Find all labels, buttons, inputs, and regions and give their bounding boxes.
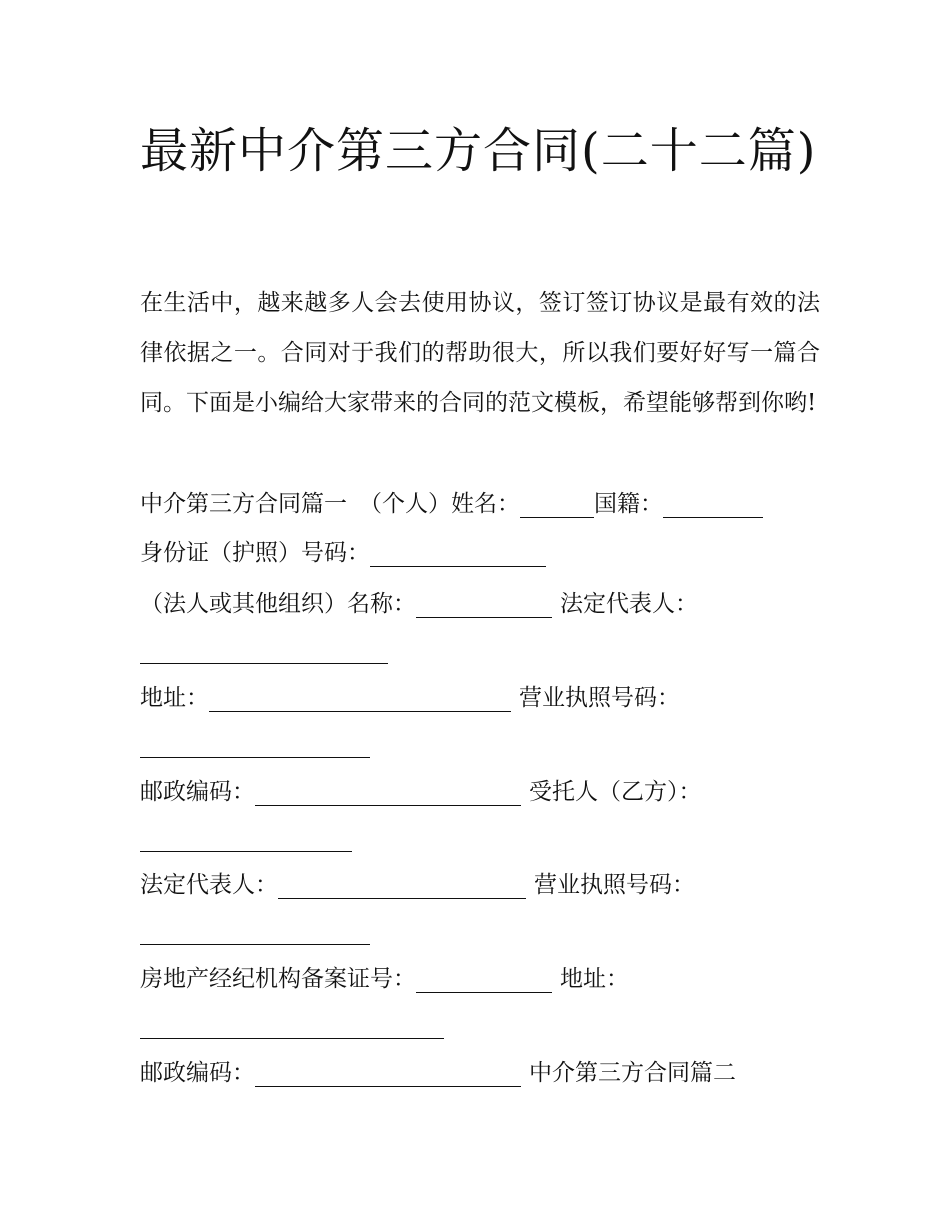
individual-name-label: （个人）姓名：: [359, 491, 520, 517]
id-number-blank: [370, 538, 546, 567]
license-label: 营业执照号码：: [519, 685, 680, 711]
address2-blank: [140, 1010, 444, 1039]
address-label: 地址：: [140, 685, 209, 711]
id-number-label: 身份证（护照）号码：: [140, 540, 370, 566]
legal-rep-blank-line: [140, 630, 840, 670]
postal2-blank: [255, 1058, 521, 1087]
legal-rep2-label: 法定代表人：: [140, 872, 278, 898]
party-a-line: [140, 484, 840, 524]
address2-blank-line: [140, 1005, 840, 1045]
postal2-line: [140, 1053, 840, 1093]
address-line: [140, 678, 840, 718]
trustee-blank-line: [140, 818, 840, 858]
legal-rep2-blank: [278, 870, 526, 899]
postal-label: 邮政编码：: [140, 779, 255, 805]
license-blank: [140, 729, 370, 758]
postal-line: [140, 772, 840, 812]
legal-rep-blank: [140, 635, 388, 664]
document-title: 最新中介第三方合同(二十二篇): [140, 123, 817, 179]
section-2-heading: 中介第三方合同篇二: [529, 1060, 736, 1086]
license-blank-line: [140, 724, 840, 764]
nationality-blank: [663, 489, 763, 518]
address-blank: [209, 683, 511, 712]
postal-blank: [255, 777, 521, 806]
org-name-line: [140, 584, 840, 624]
name-blank: [520, 489, 594, 518]
address2-label: 地址：: [560, 966, 629, 992]
nationality-label: 国籍：: [594, 491, 663, 517]
trustee-label: 受托人（乙方）：: [529, 779, 702, 805]
section-1-heading: 中介第三方合同篇一: [140, 491, 347, 517]
postal2-label: 邮政编码：: [140, 1060, 255, 1086]
id-number-line: [140, 533, 840, 573]
agency-record-line: [140, 959, 840, 999]
agency-record-label: 房地产经纪机构备案证号：: [140, 966, 416, 992]
org-name-label: （法人或其他组织）名称：: [140, 591, 416, 617]
legal-rep-label: 法定代表人：: [560, 591, 698, 617]
license2-blank: [140, 916, 370, 945]
agency-record-blank: [416, 964, 552, 993]
license2-label: 营业执照号码：: [534, 872, 695, 898]
legal-rep2-line: [140, 865, 840, 905]
license2-blank-line: [140, 911, 840, 951]
intro-paragraph: 在生活中，越来越多人会去使用协议，签订签订协议是最有效的法律依据之一。合同对于我们的帮助很大，所以我们要好好写一篇合同。下面是小编给大家带来的合同的范文模板，希望能够帮到你哟!: [140, 290, 820, 416]
trustee-blank: [140, 823, 352, 852]
org-name-blank: [416, 589, 552, 618]
